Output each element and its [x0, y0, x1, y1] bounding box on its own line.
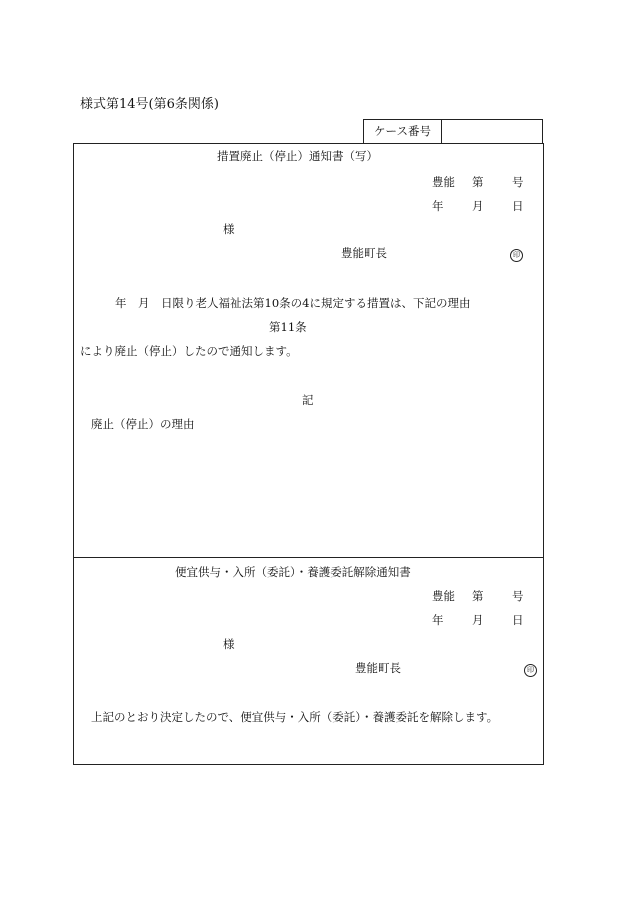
notice1-body-line3: により廃止（停止）したので通知します。: [80, 344, 298, 358]
notice1-date-year: 年: [432, 199, 444, 213]
notice2-addressee: 様: [223, 637, 235, 651]
notice1-body-line2: 第11条: [269, 320, 307, 334]
case-number-box: [363, 119, 543, 143]
notice1-date-month: 月: [472, 199, 484, 213]
notice1-ki: 記: [302, 393, 314, 407]
case-number-field[interactable]: [442, 120, 542, 143]
notice2-body: 上記のとおり決定したので、便宜供与・入所（委託）・養護委託を解除します。: [91, 710, 499, 724]
notice1-body-line1: 年 月 日限り老人福祉法第10条の4に規定する措置は、下記の理由: [115, 296, 471, 310]
notice1-seal: [510, 246, 523, 262]
notice1-date-day: 日: [512, 199, 524, 213]
notice1-issuer: 豊能町長: [341, 246, 387, 260]
notice2-ref-go: 号: [512, 589, 524, 603]
notice1-ref-go: 号: [512, 175, 524, 189]
notice2-date-month: 月: [472, 613, 484, 627]
notice2-seal: [524, 661, 537, 677]
form-number: 様式第14号(第6条関係): [80, 97, 219, 112]
notice1-ref-dai: 第: [472, 175, 484, 189]
notice2-ref-dai: 第: [472, 589, 484, 603]
seal-icon: 印: [510, 249, 523, 262]
notice2-date-year: 年: [432, 613, 444, 627]
form-frame: [73, 143, 544, 765]
notice2-title: 便宜供与・入所（委託）・養護委託解除通知書: [175, 565, 411, 579]
notice1-reason-label: 廃止（停止）の理由: [91, 417, 195, 431]
section-divider: [73, 557, 544, 558]
notice1-title: 措置廃止（停止）通知書（写）: [217, 149, 378, 163]
seal-icon: 印: [524, 664, 537, 677]
notice1-ref-org: 豊能: [432, 175, 455, 189]
notice2-issuer: 豊能町長: [355, 661, 401, 675]
notice2-date-day: 日: [512, 613, 524, 627]
case-number-label: ケース番号: [364, 120, 442, 143]
notice2-ref-org: 豊能: [432, 589, 455, 603]
notice1-addressee: 様: [223, 222, 235, 236]
